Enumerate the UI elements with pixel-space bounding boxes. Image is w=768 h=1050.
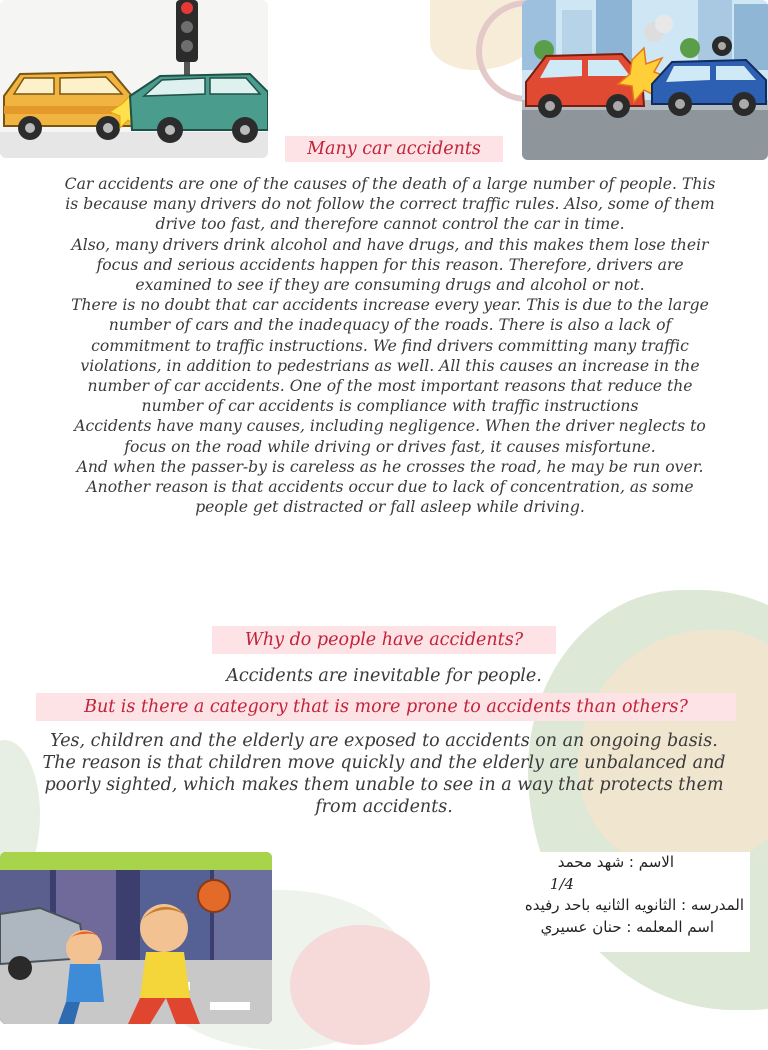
cars-collision-illustration bbox=[0, 0, 268, 158]
inevitable-text: Accidents are inevitable for people. bbox=[226, 666, 542, 686]
main-text bbox=[40, 174, 740, 517]
answer-text bbox=[30, 730, 738, 818]
signature-block bbox=[460, 852, 750, 952]
category-heading: But is there a category that is more prone to accidents than others? bbox=[36, 693, 736, 721]
class-number: 1/4 bbox=[549, 874, 575, 893]
teacher-name: اسم المعلمه : حنان عسيري bbox=[540, 917, 714, 936]
why-heading: Why do people have accidents? bbox=[212, 626, 556, 654]
student-name: الاسم : شهد محمد bbox=[557, 853, 674, 871]
paragraph-reason: The reason is that children move quickly and the elderly are unbalanced and poorly sighted, which makes them unable to see in a way that protects them from accidents. bbox=[42, 753, 726, 817]
paragraph-intro: Car accidents are one of the causes of the death of a large number of people. This is because many drivers do not follow the correct traffic rules. Also, some of them drive too fast, and therefore cannot control the car in time. bbox=[64, 175, 716, 234]
paragraph-causes: Accidents have many causes, including negligence. When the driver neglects to focus on the road while driving or drives fast, it causes misfortune. bbox=[74, 417, 706, 456]
school-name: المدرسه : الثانويه الثانيه باحد رفيده bbox=[524, 896, 744, 914]
paragraph-passerby: And when the passer-by is careless as he crosses the road, he may be run over. Another reason is that accidents occur due to lack of concentration, as some people get distracted or fall asleep while driving. bbox=[76, 457, 704, 517]
paragraph-alcohol: Also, many drivers drink alcohol and have drugs, and this makes them lose their focus and serious accidents happen for this reason. Therefore, drivers are examined to see if they are consuming drugs and alcohol or not. bbox=[71, 235, 709, 295]
city-crash-illustration bbox=[522, 0, 768, 160]
children-crossing-illustration bbox=[0, 852, 272, 1024]
bg-shape bbox=[290, 925, 430, 1045]
paragraph-answer: Yes, children and the elderly are exposed to accidents on an ongoing basis. bbox=[50, 731, 718, 751]
paragraph-increase: There is no doubt that car accidents increase every year. This is due to the large number of cars and the inadequacy of the roads. There is also a lack of commitment to traffic instructions. We find drivers committing many traffic violations, in addition to pedestrians as well. All this causes an increase in the number of car accidents. One of the most important reasons that reduce the number of car accidents is compliance with traffic instructions bbox=[71, 296, 709, 416]
title-heading: Many car accidents bbox=[285, 136, 503, 162]
